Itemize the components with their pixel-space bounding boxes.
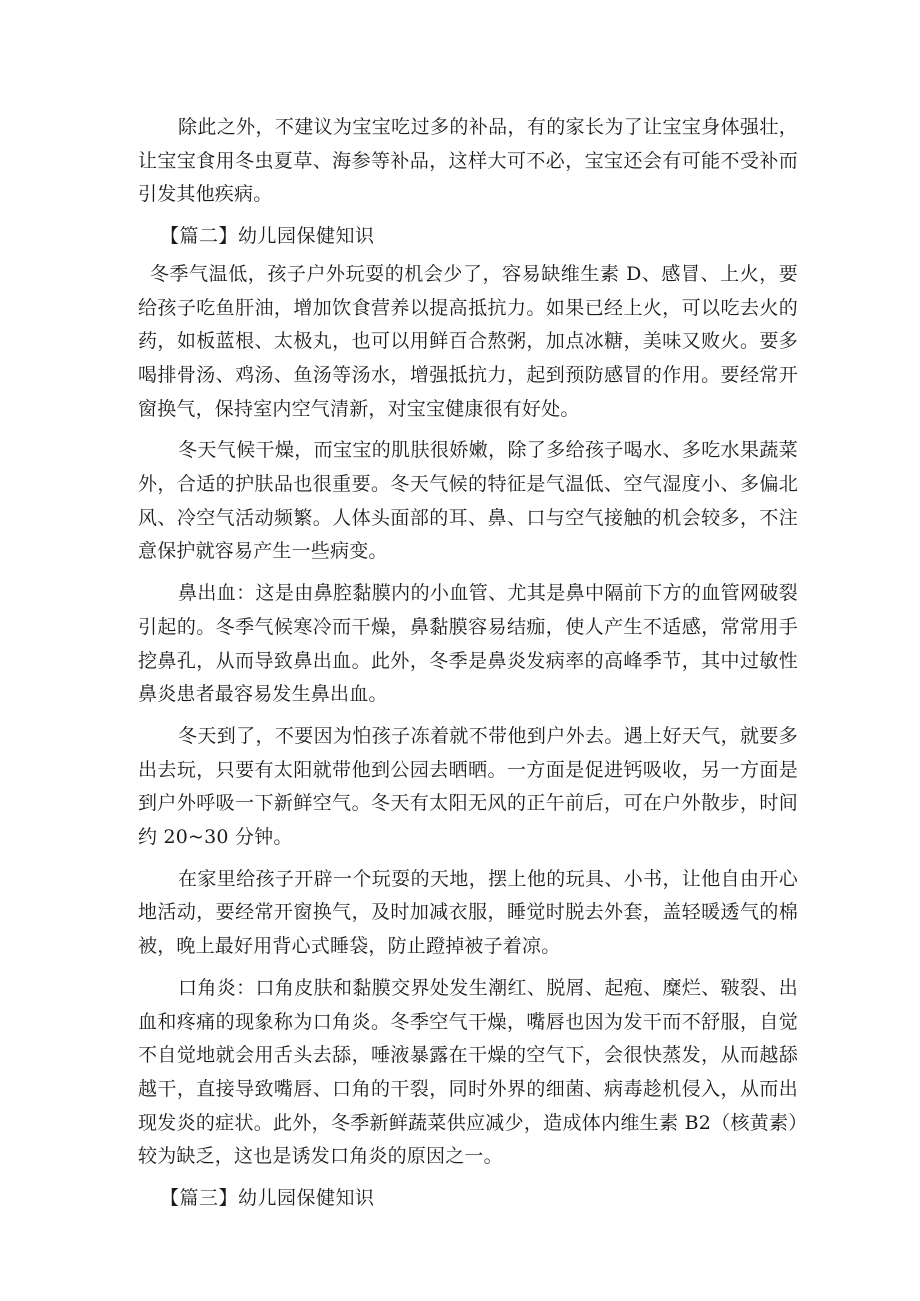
intro-paragraph: 除此之外，不建议为宝宝吃过多的补品，有的家长为了让宝宝身体强壮，让宝宝食用冬虫夏草、海参等补品，这样大可不必，宝宝还会有可能不受补而引发其他疾病。 (138, 116, 798, 206)
section-2-paragraph-5: 在家里给孩子开辟一个玩耍的天地，摆上他的玩具、小书，让他自由开心地活动，要经常开窗换气，及时加减衣服，睡觉时脱去外套，盖轻暖透气的棉被，晚上最好用背心式睡袋，防止蹬掉被子着凉。 (138, 867, 798, 958)
section-2-paragraph-1: 冬季气温低，孩子户外玩耍的机会少了，容易缺维生素 D、感冒、上火，要给孩子吃鱼肝油，增加饮食营养以提高抵抗力。如果已经上火，可以吃去火的药，如板蓝根、太极丸，也可以用鲜百合熬粥，加点冰糖，美味又败火。要多喝排骨汤、鸡汤、鱼汤等汤水，增强抵抗力，起到预防感冒的作用。要经常开窗换气，保持室内空气清新，对宝宝健康很有好处。 (138, 262, 798, 420)
section-2-paragraph-6: 口角炎：口角皮肤和黏膜交界处发生潮红、脱屑、起疱、糜烂、皲裂、出血和疼痛的现象称为口角炎。冬季空气干燥，嘴唇也因为发干而不舒服，自觉不自觉地就会用舌头去舔，唾液暴露在干燥的空气下，会很快蒸发，从而越舔越干，直接导致嘴唇、口角的干裂，同时外界的细菌、病毒趁机侵入，从而出现发炎的症状。此外，冬季新鲜蔬菜供应减少，造成体内维生素 B2（核黄素）较为缺乏，这也是诱发口角炎的原因之一。 (138, 976, 798, 1168)
section-3-heading: 【篇三】幼儿园保健知识 (160, 1187, 375, 1210)
section-2-heading: 【篇二】幼儿园保健知识 (160, 225, 375, 248)
section-2-paragraph-2: 冬天气候干燥，而宝宝的肌肤很娇嫩，除了多给孩子喝水、多吃水果蔬菜外，合适的护肤品也很重要。冬天气候的特征是气温低、空气湿度小、多偏北风、冷空气活动频繁。人体头面部的耳、鼻、口与空气接触的机会较多，不注意保护就容易产生一些病变。 (138, 439, 798, 563)
document-page (138, 111, 798, 1220)
section-2-paragraph-4: 冬天到了，不要因为怕孩子冻着就不带他到户外去。遇上好天气，就要多出去玩，只要有太阳就带他到公园去晒晒。一方面是促进钙吸收，另一方面是到户外呼吸一下新鲜空气。冬天有太阳无风的正午前后，可在户外散步，时间约 20~30 分钟。 (138, 724, 798, 849)
section-2-paragraph-3: 鼻出血：这是由鼻腔黏膜内的小血管、尤其是鼻中隔前下方的血管网破裂引起的。冬季气候寒冷而干燥，鼻黏膜容易结痂，使人产生不适感，常常用手挖鼻孔，从而导致鼻出血。此外，冬季是鼻炎发病率的高峰季节，其中过敏性鼻炎患者最容易发生鼻出血。 (138, 582, 798, 706)
